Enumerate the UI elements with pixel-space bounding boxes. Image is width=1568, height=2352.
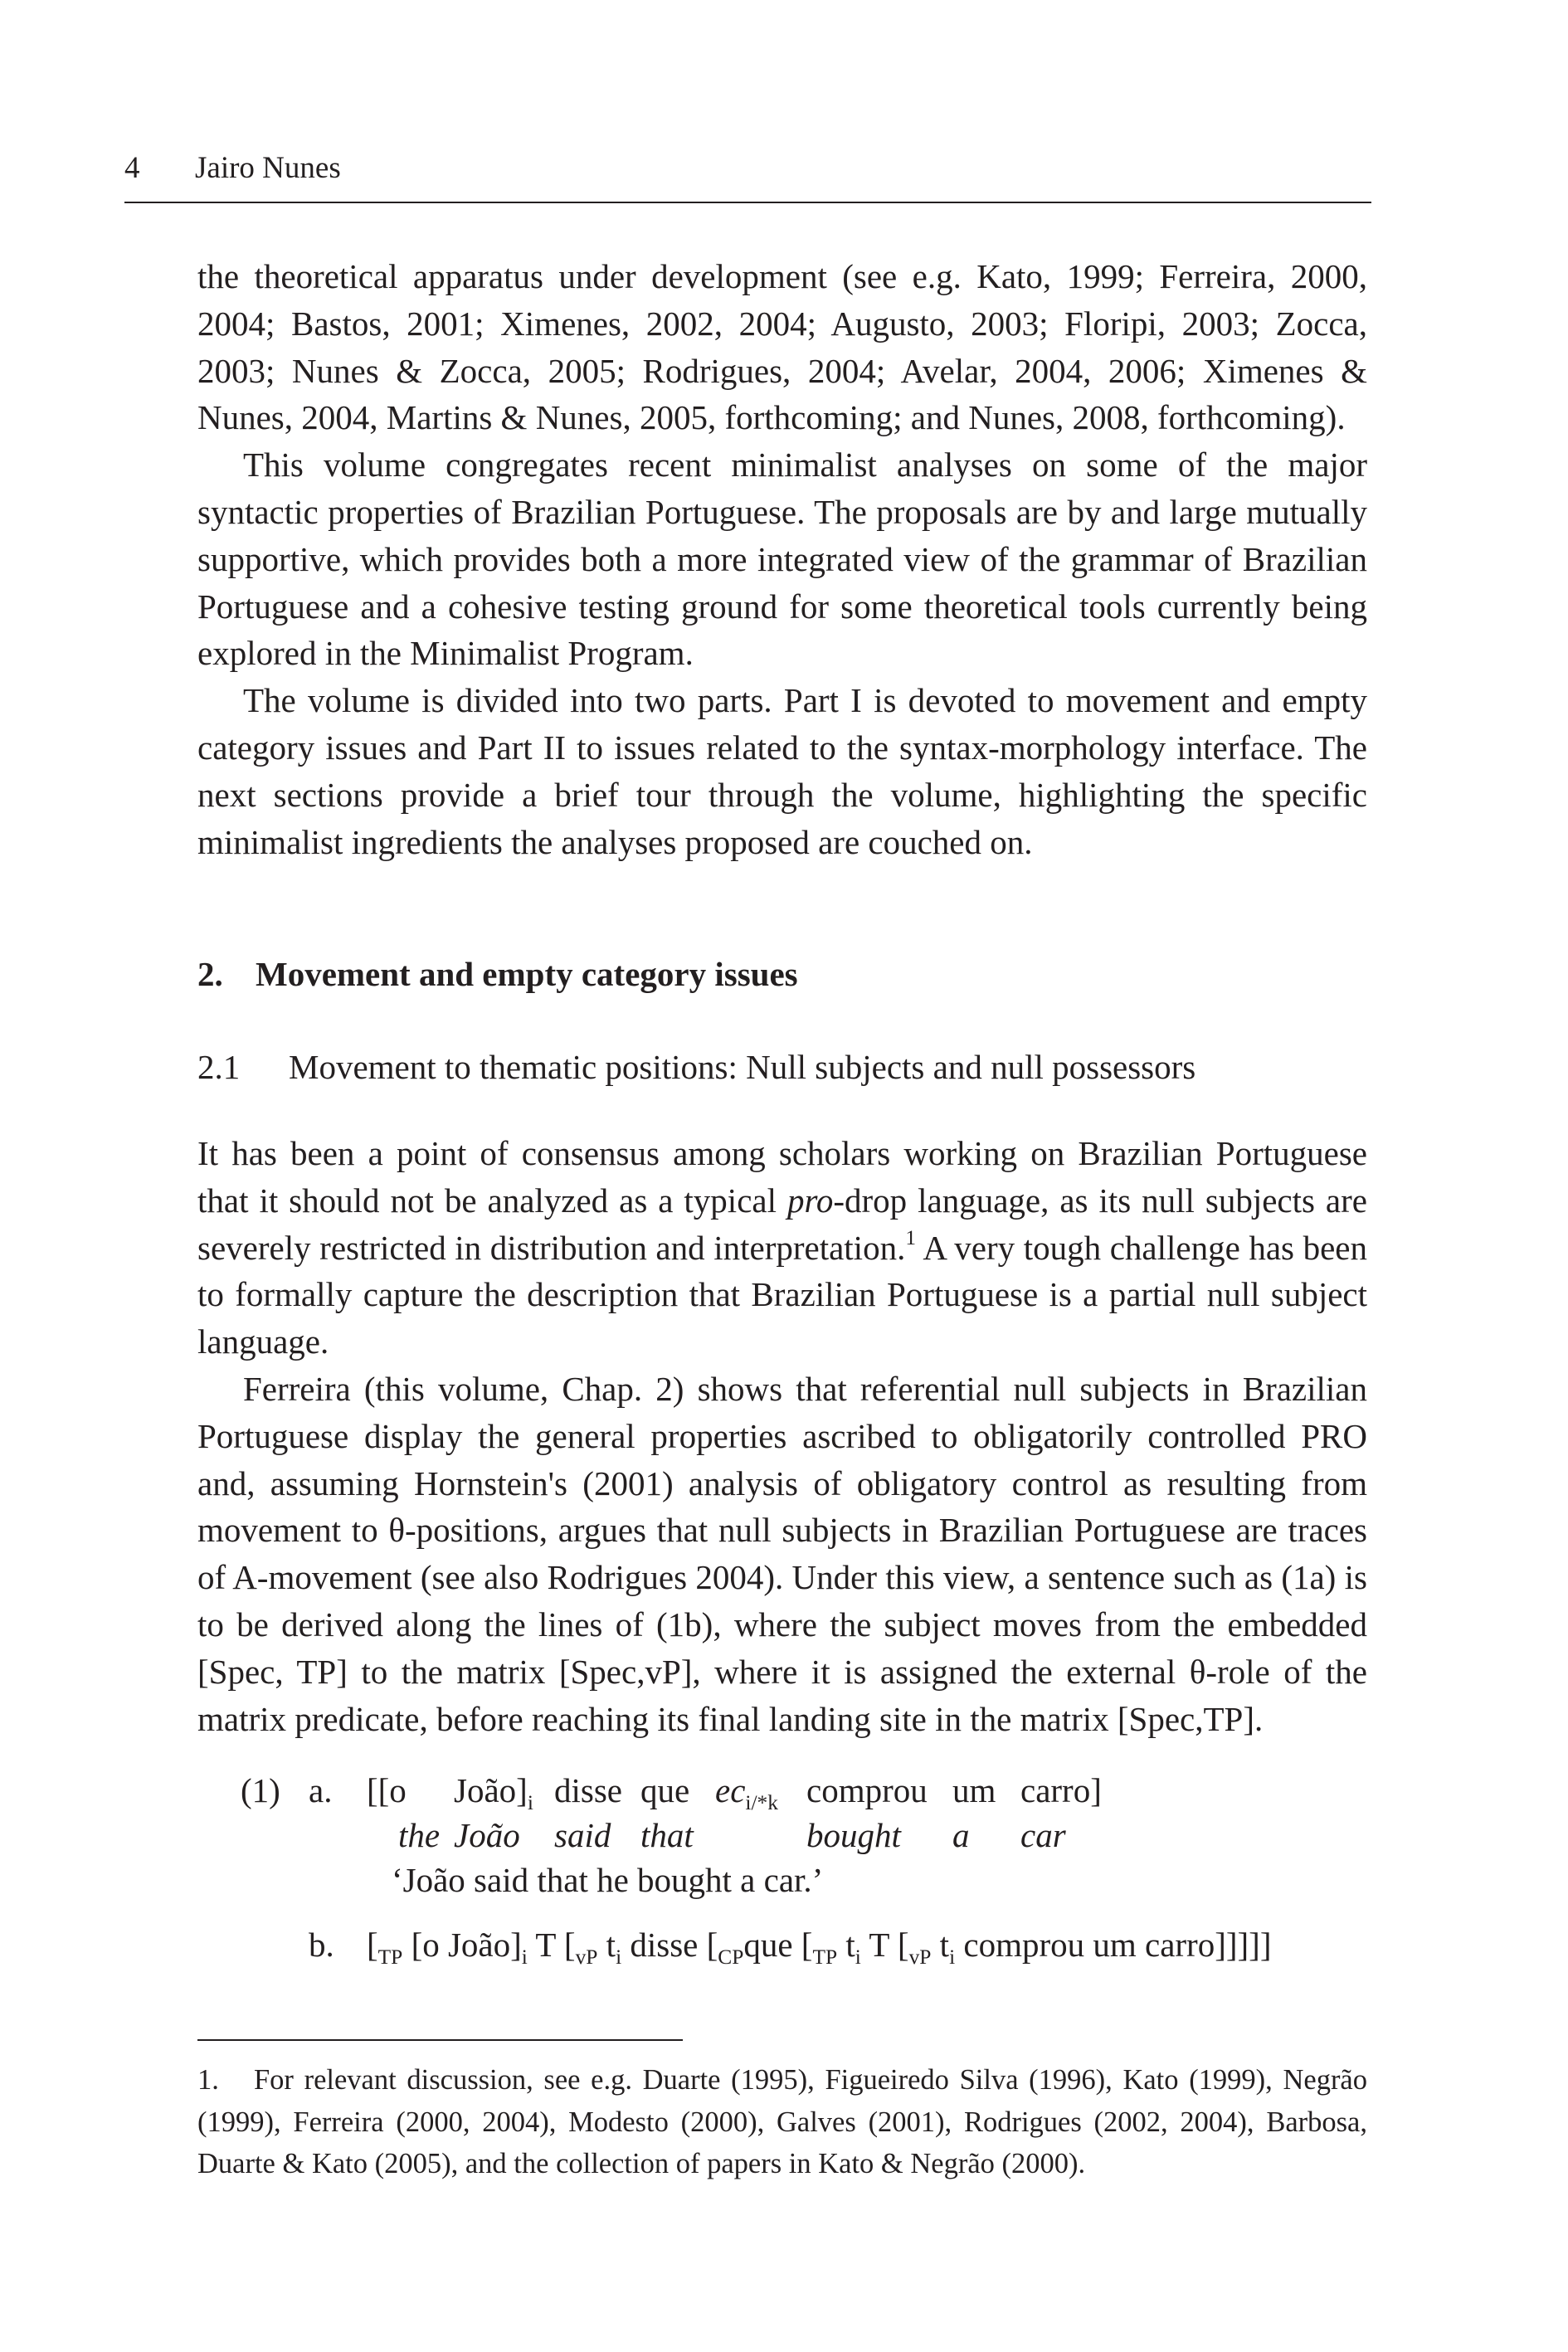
- word-comprou: comprou: [806, 1771, 928, 1809]
- author-name: Jairo Nunes: [195, 151, 341, 185]
- gloss-said: said: [554, 1816, 611, 1854]
- paragraph-2: This volume congregates recent minimalist analyses on some of the major syntactic properties of Brazilian Portuguese. The proposals are by and large mutually supportive, which provides both a more integrated view of the grammar of Brazilian Portuguese and a cohesive testing ground for some theoretical tools currently being explored in the Minimalist Program.: [197, 446, 1367, 673]
- word-disse: disse: [554, 1771, 622, 1809]
- word-o: [[o: [367, 1771, 407, 1809]
- footnote-rule: [197, 2039, 683, 2041]
- example-translation: ‘João said that he bought a car.’: [392, 1861, 824, 1899]
- example-number: (1): [241, 1771, 280, 1809]
- running-header: [124, 149, 1369, 187]
- subsection-heading: [197, 1044, 1195, 1090]
- example-a-label: a.: [309, 1771, 333, 1809]
- section-body: [197, 1130, 1367, 1742]
- subsection-number: 2.1: [197, 1048, 241, 1086]
- section-number: 2.: [197, 955, 223, 993]
- paragraph-1: the theoretical apparatus under development (see e.g. Kato, 1999; Ferreira, 2000, 2004; Bastos, 2001; Ximenes, 2002, 2004; Augusto, 2003; Floripi, 2003; Zocca, 2003; Nunes & Zocca, 2005; Rodrigues, 2004; Avelar, 2004, 2006; Ximenes & Nunes, 2004, Martins & Nunes, 2005, forthcoming; and Nunes, 2008, forthcoming).: [197, 257, 1367, 437]
- header-rule: [124, 202, 1371, 203]
- gloss-a: a: [952, 1816, 970, 1854]
- gloss-that: that: [640, 1816, 694, 1854]
- footnote: [197, 2059, 1367, 2185]
- paragraph-5: Ferreira (this volume, Chap. 2) shows that referential null subjects in Brazilian Portuguese display the general properties ascribed to obligatorily controlled PRO and, assuming Hornstein's (2001) analysis of obligatory control as resulting from movement to θ-positions, argues that null subjects in Brazilian Portuguese are traces of A-movement (see also Rodrigues 2004). Under this view, a sentence such as (1a) is to be derived along the lines of (1b), where the subject moves from the embedded [Spec, TP] to the matrix [Spec,vP], where it is assigned the external θ-role of the matrix predicate, before reaching its final landing site in the matrix [Spec,TP].: [197, 1369, 1367, 1738]
- intro-text: [197, 253, 1367, 865]
- word-joao: $João]_i$: [454, 1771, 533, 1814]
- section-title: Movement and empty category issues: [256, 955, 798, 993]
- word-um: um: [952, 1771, 996, 1809]
- example-b-label: b.: [309, 1926, 334, 1964]
- gloss-the: the: [398, 1816, 441, 1854]
- word-que: que: [640, 1771, 690, 1809]
- example-b-bracketing: [$_{TP}$ [o $João]_i$ T [$_{vP}$ $t_i$ disse [$_{CP}que$ [$_{TP}$ $t_i$ T [$_{vP}$ $t_i$ comprou um carro]]]]]: [367, 1926, 1272, 1969]
- word-carro: carro]: [1020, 1771, 1102, 1809]
- gloss-car: car: [1020, 1816, 1066, 1854]
- paragraph-3: The volume is divided into two parts. Part I is devoted to movement and empty category issues and Part II to issues related to the syntax-morphology interface. The next sections provide a brief tour through the volume, highlighting the specific minimalist ingredients the analyses proposed are couched on.: [197, 681, 1367, 861]
- page-number: 4: [124, 151, 140, 185]
- gloss-joao: João: [454, 1816, 520, 1854]
- paragraph-4: It has been a point of consensus among scholars working on Brazilian Portuguese that it should not be analyzed as a typical pro-drop language, as its null subjects are severely restricted in distribution and interpretation.$^1$ A very tough challenge has been to formally capture the description that Brazilian Portuguese is a partial null subject language.: [197, 1134, 1367, 1361]
- footnote-ref: 1: [905, 1225, 917, 1249]
- word-ec: $ec_{i/*k}$: [715, 1771, 778, 1814]
- gloss-bought: bought: [806, 1816, 901, 1854]
- footnote-text: For relevant discussion, see e.g. Duarte (1995), Figueiredo Silva (1996), Kato (1999), Negrão (1999), Ferreira (2000, 2004), Modesto (2000), Galves (2001), Rodrigues (2002, 2004), Barbosa, Duarte & Kato (2005), and the collection of papers in Kato & Negrão (2000).: [197, 2064, 1367, 2179]
- section-heading: [197, 951, 798, 997]
- footnote-number: 1.: [197, 2064, 219, 2096]
- pro-italic: pro: [786, 1181, 834, 1220]
- subsection-title: Movement to thematic positions: Null subjects and null possessors: [289, 1048, 1196, 1086]
